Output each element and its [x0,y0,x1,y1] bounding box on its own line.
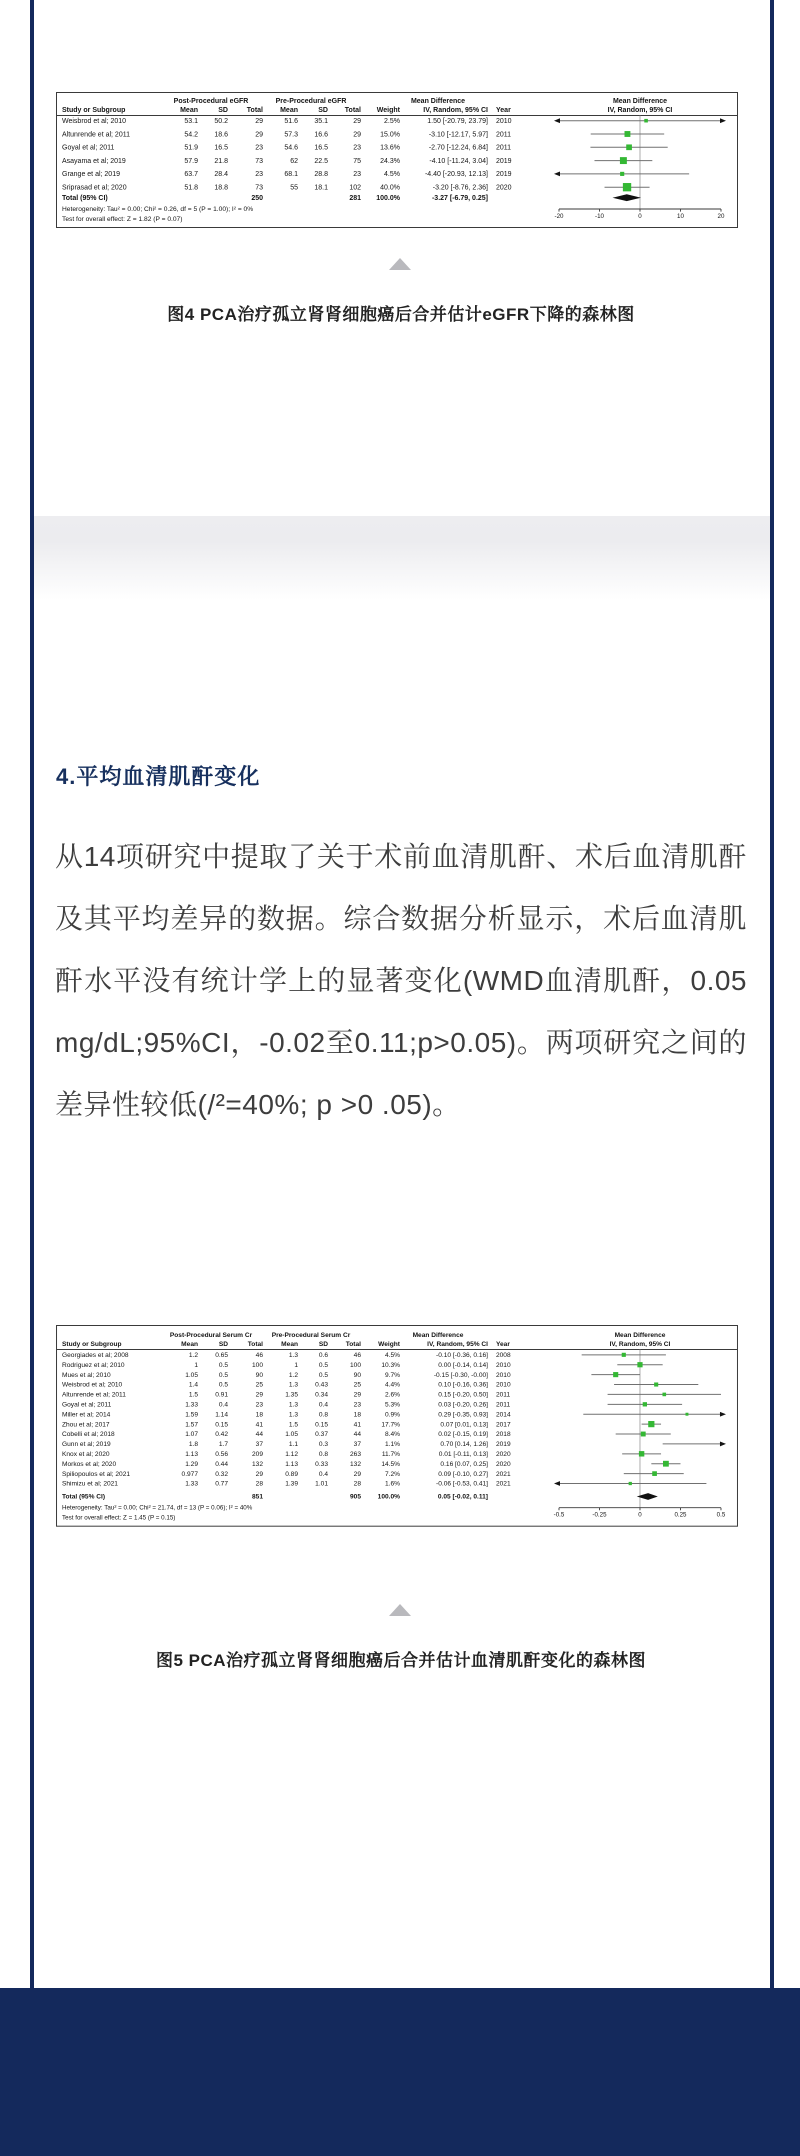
svg-text:75: 75 [353,157,361,165]
forest-plot-serum-cr-chart [56,1325,738,1527]
svg-text:SD: SD [218,107,228,114]
svg-text:-0.5: -0.5 [553,1511,565,1519]
svg-text:2010: 2010 [495,1361,511,1369]
svg-text:2019: 2019 [495,1441,511,1449]
svg-text:0.37: 0.37 [315,1431,329,1439]
svg-text:2011: 2011 [495,1391,511,1399]
svg-text:IV, Random, 95% CI: IV, Random, 95% CI [423,107,488,114]
svg-text:0.03 [-0.20, 0.26]: 0.03 [-0.20, 0.26] [438,1401,488,1409]
svg-text:2010: 2010 [495,1381,511,1389]
collapse-triangle-icon[interactable] [389,258,411,270]
svg-text:250: 250 [251,195,263,202]
svg-text:-4.10 [-11.24, 3.04]: -4.10 [-11.24, 3.04] [429,157,488,165]
svg-text:4.5%: 4.5% [384,171,400,179]
svg-text:46: 46 [255,1351,264,1359]
svg-text:2019: 2019 [496,171,512,179]
svg-text:0.33: 0.33 [315,1460,329,1468]
svg-text:51.9: 51.9 [184,144,198,152]
svg-text:Mean Difference: Mean Difference [412,1331,464,1339]
svg-text:-3.20 [-8.76, 2.36]: -3.20 [-8.76, 2.36] [432,184,488,192]
figure5-caption: 图5 PCA治疗孤立肾肾细胞癌后合并估计血清肌酐变化的森林图 [155,1651,647,1670]
svg-text:2019: 2019 [496,157,512,165]
svg-text:1.3: 1.3 [288,1411,299,1419]
svg-text:0.10 [-0.16, 0.36]: 0.10 [-0.16, 0.36] [438,1381,488,1389]
svg-text:100.0%: 100.0% [377,1493,400,1501]
svg-text:Test for overall effect: Z = 1: Test for overall effect: Z = 1.82 (P = 0.07) [62,216,183,223]
section-heading: 4.平均血清肌酐变化 [56,764,261,789]
svg-text:-10: -10 [595,213,604,220]
svg-text:Year: Year [495,1340,510,1348]
svg-text:37: 37 [353,1441,362,1449]
svg-text:Rodriguez et al; 2010: Rodriguez et al; 2010 [62,1361,125,1369]
svg-text:Heterogeneity: Tau² = 0.00; Ch: Heterogeneity: Tau² = 0.00; Chi² = 21.74, df = 13 (P = 0.06); I² = 40% [62,1504,253,1512]
svg-text:Mues et al; 2010: Mues et al; 2010 [62,1371,111,1379]
svg-text:281: 281 [349,195,361,202]
svg-text:2020: 2020 [495,1460,511,1468]
svg-text:63.7: 63.7 [184,171,198,179]
svg-text:1.33: 1.33 [185,1480,199,1488]
svg-text:Weisbrod et al; 2010: Weisbrod et al; 2010 [62,1381,123,1389]
svg-text:2018: 2018 [495,1431,511,1439]
svg-text:0.44: 0.44 [215,1460,229,1468]
svg-text:15.0%: 15.0% [380,131,400,139]
svg-text:851: 851 [252,1493,264,1501]
svg-text:2011: 2011 [496,144,512,152]
svg-text:0.89: 0.89 [285,1470,299,1478]
svg-text:132: 132 [252,1460,264,1468]
svg-text:21.8: 21.8 [214,157,228,165]
svg-text:25: 25 [255,1381,264,1389]
svg-text:9.7%: 9.7% [384,1371,400,1379]
svg-text:23: 23 [255,171,263,179]
svg-text:2020: 2020 [496,184,512,192]
svg-text:41: 41 [353,1421,362,1429]
svg-text:Grange et al; 2019: Grange et al; 2019 [62,171,120,179]
svg-text:Post-Procedural Serum Cr: Post-Procedural Serum Cr [169,1331,253,1339]
svg-text:51.6: 51.6 [284,118,298,125]
svg-text:Pre-Procedural Serum Cr: Pre-Procedural Serum Cr [271,1331,351,1339]
svg-text:1.12: 1.12 [285,1450,299,1458]
svg-text:2010: 2010 [496,118,512,125]
svg-text:1: 1 [294,1361,299,1369]
svg-text:4.5%: 4.5% [384,1351,400,1359]
svg-text:5.3%: 5.3% [384,1401,400,1409]
svg-text:SD: SD [218,1340,229,1348]
svg-text:Georgiades et al; 2008: Georgiades et al; 2008 [62,1351,129,1359]
svg-text:100: 100 [350,1361,362,1369]
svg-text:1.5: 1.5 [288,1421,299,1429]
svg-text:16.6: 16.6 [314,131,328,139]
svg-text:1.3: 1.3 [288,1351,299,1359]
svg-text:Total: Total [246,107,263,114]
svg-text:2021: 2021 [495,1470,511,1478]
svg-text:18: 18 [353,1411,362,1419]
svg-text:2020: 2020 [495,1450,511,1458]
forest-plot-egfr-chart [56,92,738,228]
svg-text:Asayama et al; 2019: Asayama et al; 2019 [62,157,126,165]
svg-text:Total: Total [345,1340,362,1348]
svg-text:1.4: 1.4 [188,1381,199,1389]
svg-text:102: 102 [349,184,361,192]
svg-text:-0.10 [-0.36, 0.16]: -0.10 [-0.36, 0.16] [436,1351,488,1359]
svg-text:1.8: 1.8 [188,1441,199,1449]
svg-text:0.91: 0.91 [215,1391,229,1399]
svg-text:Cobelli et al; 2018: Cobelli et al; 2018 [62,1431,115,1439]
svg-text:0.02 [-0.15, 0.19]: 0.02 [-0.15, 0.19] [438,1431,488,1439]
svg-text:0.42: 0.42 [215,1431,229,1439]
svg-text:Mean: Mean [181,1340,199,1348]
left-border-line [30,0,34,1988]
svg-text:0.43: 0.43 [315,1381,329,1389]
svg-text:0.5: 0.5 [318,1371,329,1379]
svg-text:1.7: 1.7 [218,1441,229,1449]
svg-text:Total: Total [344,107,361,114]
svg-text:14.5%: 14.5% [381,1460,400,1468]
svg-text:0.4: 0.4 [218,1401,229,1409]
svg-text:28.4: 28.4 [214,171,228,179]
svg-text:0.77: 0.77 [215,1480,229,1488]
svg-text:1: 1 [194,1361,199,1369]
svg-text:1.14: 1.14 [215,1411,229,1419]
svg-text:11.7%: 11.7% [381,1450,400,1458]
svg-text:Test for overall effect: Z = 1: Test for overall effect: Z = 1.45 (P = 0.15) [62,1514,176,1522]
svg-text:Pre-Procedural eGFR: Pre-Procedural eGFR [275,98,347,105]
svg-text:1.05: 1.05 [185,1371,199,1379]
svg-text:-0.15 [-0.30, -0.00]: -0.15 [-0.30, -0.00] [433,1371,488,1379]
svg-text:0.01 [-0.11, 0.13]: 0.01 [-0.11, 0.13] [438,1450,488,1458]
figure4-forest-plot [56,92,738,233]
svg-text:Mean Difference: Mean Difference [614,1331,666,1339]
svg-text:53.1: 53.1 [184,118,198,125]
svg-text:SD: SD [318,107,328,114]
svg-text:20: 20 [717,213,725,220]
svg-text:4.4%: 4.4% [384,1381,400,1389]
svg-text:Miller et al; 2014: Miller et al; 2014 [62,1411,111,1419]
svg-text:0.34: 0.34 [315,1391,329,1399]
svg-text:1.13: 1.13 [285,1460,299,1468]
svg-text:1.3: 1.3 [288,1381,299,1389]
svg-text:263: 263 [350,1450,362,1458]
svg-text:10: 10 [677,213,684,220]
svg-text:0.977: 0.977 [181,1470,199,1478]
svg-text:0.8: 0.8 [318,1450,329,1458]
svg-text:35.1: 35.1 [314,118,328,125]
svg-text:13.6%: 13.6% [380,144,400,152]
svg-text:Year: Year [496,107,511,114]
svg-text:28.8: 28.8 [314,171,328,179]
svg-text:29: 29 [255,131,263,139]
svg-text:62: 62 [290,157,298,165]
svg-text:Knox et al; 2020: Knox et al; 2020 [62,1450,110,1458]
svg-text:Study or Subgroup: Study or Subgroup [62,1340,122,1348]
figure4-caption: 图4 PCA治疗孤立肾肾细胞癌后合并估计eGFR下降的森林图 [167,305,635,324]
svg-text:0.56: 0.56 [215,1450,229,1458]
svg-text:1.2: 1.2 [188,1351,199,1359]
svg-text:Gunn et al; 2019: Gunn et al; 2019 [62,1441,111,1449]
svg-text:29: 29 [255,1470,264,1478]
svg-text:51.8: 51.8 [184,184,198,192]
svg-text:Spiliopoulos et al; 2021: Spiliopoulos et al; 2021 [62,1470,131,1478]
svg-text:0.5: 0.5 [218,1361,229,1369]
svg-text:44: 44 [255,1431,264,1439]
svg-text:132: 132 [350,1460,362,1468]
svg-text:Study or Subgroup: Study or Subgroup [62,107,126,114]
svg-text:1.39: 1.39 [285,1480,299,1488]
svg-text:0.15: 0.15 [315,1421,329,1429]
svg-text:Mean: Mean [280,107,298,114]
svg-text:29: 29 [255,1391,264,1399]
svg-text:2008: 2008 [495,1351,511,1359]
svg-text:1.6%: 1.6% [384,1480,400,1488]
svg-text:90: 90 [255,1371,264,1379]
svg-text:-0.06 [-0.53, 0.41]: -0.06 [-0.53, 0.41] [436,1480,488,1488]
svg-text:29: 29 [353,131,361,139]
collapse-triangle-icon-2[interactable] [389,1604,411,1616]
svg-text:1.5: 1.5 [188,1391,199,1399]
svg-text:2.6%: 2.6% [384,1391,400,1399]
svg-text:23: 23 [353,1401,362,1409]
svg-text:0.29 [-0.35, 0.93]: 0.29 [-0.35, 0.93] [438,1411,488,1419]
svg-text:18.8: 18.8 [214,184,228,192]
svg-text:0: 0 [638,213,642,220]
svg-text:25: 25 [353,1381,362,1389]
svg-text:209: 209 [252,1450,264,1458]
svg-text:29: 29 [353,1470,362,1478]
svg-text:0.5: 0.5 [716,1511,726,1519]
svg-text:Altunrende et al; 2011: Altunrende et al; 2011 [62,1391,126,1399]
svg-text:-2.70 [-12.24, 6.84]: -2.70 [-12.24, 6.84] [428,144,488,152]
svg-text:54.2: 54.2 [184,131,198,139]
svg-text:1.57: 1.57 [185,1421,199,1429]
svg-text:1.1%: 1.1% [384,1441,400,1449]
svg-text:29: 29 [353,118,361,125]
svg-text:0.09 [-0.10, 0.27]: 0.09 [-0.10, 0.27] [438,1470,488,1478]
svg-text:-4.40 [-20.93, 12.13]: -4.40 [-20.93, 12.13] [424,171,488,179]
svg-text:46: 46 [353,1351,362,1359]
svg-text:Weight: Weight [378,1340,400,1348]
svg-text:Weisbrod et al; 2010: Weisbrod et al; 2010 [62,118,127,125]
svg-text:1.33: 1.33 [185,1401,199,1409]
svg-text:0.9%: 0.9% [384,1411,400,1419]
svg-text:0.00 [-0.14, 0.14]: 0.00 [-0.14, 0.14] [438,1361,488,1369]
right-border-line [770,0,774,1988]
svg-text:18.6: 18.6 [214,131,228,139]
svg-text:0.07 [0.01, 0.13]: 0.07 [0.01, 0.13] [440,1421,488,1429]
svg-text:0.3: 0.3 [318,1441,329,1449]
svg-text:Morkos et al; 2020: Morkos et al; 2020 [62,1460,117,1468]
svg-text:2010: 2010 [495,1371,511,1379]
figure5-forest-plot [56,1325,738,1532]
svg-text:37: 37 [255,1441,264,1449]
svg-text:Sriprasad et al; 2020: Sriprasad et al; 2020 [62,184,127,192]
svg-text:1.1: 1.1 [288,1441,299,1449]
svg-text:1.07: 1.07 [185,1431,199,1439]
svg-text:16.5: 16.5 [214,144,228,152]
svg-text:0.4: 0.4 [318,1470,329,1478]
svg-text:28: 28 [255,1480,264,1488]
svg-text:1.35: 1.35 [285,1391,299,1399]
svg-text:Total: Total [247,1340,264,1348]
svg-text:2017: 2017 [495,1421,511,1429]
svg-text:0.16 [0.07, 0.25]: 0.16 [0.07, 0.25] [440,1460,488,1468]
svg-text:0.15: 0.15 [215,1421,229,1429]
svg-text:2011: 2011 [496,131,512,139]
svg-text:0.4: 0.4 [318,1401,329,1409]
svg-text:40.0%: 40.0% [380,184,400,192]
svg-text:Mean: Mean [281,1340,299,1348]
svg-text:28: 28 [353,1480,362,1488]
svg-text:54.6: 54.6 [284,144,298,152]
svg-text:1.13: 1.13 [185,1450,199,1458]
svg-text:Goyal et al; 2011: Goyal et al; 2011 [62,1401,112,1409]
svg-text:0.15 [-0.20, 0.50]: 0.15 [-0.20, 0.50] [438,1391,488,1399]
svg-text:2.5%: 2.5% [384,118,400,125]
svg-text:2014: 2014 [495,1411,511,1419]
svg-text:2021: 2021 [495,1480,511,1488]
svg-text:23: 23 [353,144,361,152]
svg-text:100: 100 [252,1361,264,1369]
section-divider-gradient [34,516,770,600]
svg-text:29: 29 [255,118,263,125]
svg-text:23: 23 [353,171,361,179]
svg-text:Heterogeneity: Tau² = 0.00; Ch: Heterogeneity: Tau² = 0.00; Chi² = 0.26, df = 5 (P = 1.00); I² = 0% [62,206,254,213]
svg-text:0: 0 [638,1511,642,1519]
svg-text:0.05 [-0.02, 0.11]: 0.05 [-0.02, 0.11] [437,1493,488,1501]
svg-text:0.25: 0.25 [674,1511,687,1519]
svg-text:18.1: 18.1 [314,184,328,192]
svg-text:73: 73 [255,184,263,192]
svg-text:17.7%: 17.7% [381,1421,400,1429]
svg-text:Weight: Weight [376,107,400,114]
svg-text:Zhou et al; 2017: Zhou et al; 2017 [62,1421,110,1429]
svg-text:-3.10 [-12.17, 5.97]: -3.10 [-12.17, 5.97] [428,131,488,139]
svg-text:0.5: 0.5 [318,1361,329,1369]
svg-text:IV, Random, 95% CI: IV, Random, 95% CI [609,1340,671,1348]
svg-text:1.05: 1.05 [285,1431,299,1439]
svg-text:16.5: 16.5 [314,144,328,152]
svg-text:1.29: 1.29 [185,1460,199,1468]
svg-text:0.5: 0.5 [218,1381,229,1389]
svg-text:0.6: 0.6 [318,1351,329,1359]
svg-text:10.3%: 10.3% [381,1361,400,1369]
svg-text:Mean Difference: Mean Difference [612,98,668,105]
svg-text:8.4%: 8.4% [384,1431,400,1439]
svg-text:0.8: 0.8 [318,1411,329,1419]
svg-text:41: 41 [255,1421,264,1429]
svg-text:Mean: Mean [180,107,198,114]
svg-text:Shimizu et al; 2021: Shimizu et al; 2021 [62,1480,118,1488]
svg-text:SD: SD [318,1340,329,1348]
svg-text:68.1: 68.1 [284,171,298,179]
svg-text:Mean Difference: Mean Difference [410,98,466,105]
svg-text:73: 73 [255,157,263,165]
svg-text:23: 23 [255,144,263,152]
svg-text:57.3: 57.3 [284,131,298,139]
svg-text:-20: -20 [554,213,564,220]
svg-text:90: 90 [353,1371,362,1379]
svg-text:Total (95% CI): Total (95% CI) [62,195,108,202]
svg-text:22.5: 22.5 [314,157,328,165]
svg-text:2011: 2011 [495,1401,511,1409]
svg-text:7.2%: 7.2% [384,1470,400,1478]
svg-text:Post-Procedural eGFR: Post-Procedural eGFR [173,98,249,105]
svg-text:Total (95% CI): Total (95% CI) [62,1493,106,1501]
svg-text:55: 55 [290,184,298,192]
svg-text:44: 44 [353,1431,362,1439]
svg-text:IV, Random, 95% CI: IV, Random, 95% CI [427,1340,488,1348]
svg-text:0.5: 0.5 [218,1371,229,1379]
svg-text:Altunrende et al; 2011: Altunrende et al; 2011 [62,131,130,139]
svg-text:23: 23 [255,1401,264,1409]
svg-text:57.9: 57.9 [184,157,198,165]
footer-navy-block [0,1988,800,2156]
svg-text:0.65: 0.65 [215,1351,229,1359]
svg-text:0.70 [0.14, 1.26]: 0.70 [0.14, 1.26] [440,1441,488,1449]
svg-text:50.2: 50.2 [214,118,228,125]
svg-text:IV, Random, 95% CI: IV, Random, 95% CI [607,107,673,114]
body-paragraph: 从14项研究中提取了关于术前血清肌酐、术后血清肌酐及其平均差异的数据。综合数据分析显示，术后血清肌酐水平没有统计学上的显著变化(WMD血清肌酐，0.05mg/dL;95%CI，-0.02至0.11;p>0.05)。两项研究之间的差异性较低(/²=40%; p >0 .05)。 [55,841,747,1120]
svg-text:-0.25: -0.25 [592,1511,607,1519]
svg-text:-3.27 [-6.79, 0.25]: -3.27 [-6.79, 0.25] [431,195,488,202]
svg-text:100.0%: 100.0% [376,195,400,202]
svg-text:1.50 [-20.79, 23.79]: 1.50 [-20.79, 23.79] [427,118,488,125]
svg-text:0.32: 0.32 [215,1470,229,1478]
svg-text:1.59: 1.59 [185,1411,199,1419]
svg-text:29: 29 [353,1391,362,1399]
svg-text:905: 905 [350,1493,362,1501]
svg-text:18: 18 [255,1411,264,1419]
svg-text:Goyal et al; 2011: Goyal et al; 2011 [62,144,115,152]
svg-text:1.2: 1.2 [288,1371,299,1379]
svg-text:1.3: 1.3 [288,1401,299,1409]
svg-text:1.01: 1.01 [315,1480,329,1488]
svg-text:24.3%: 24.3% [380,157,400,165]
